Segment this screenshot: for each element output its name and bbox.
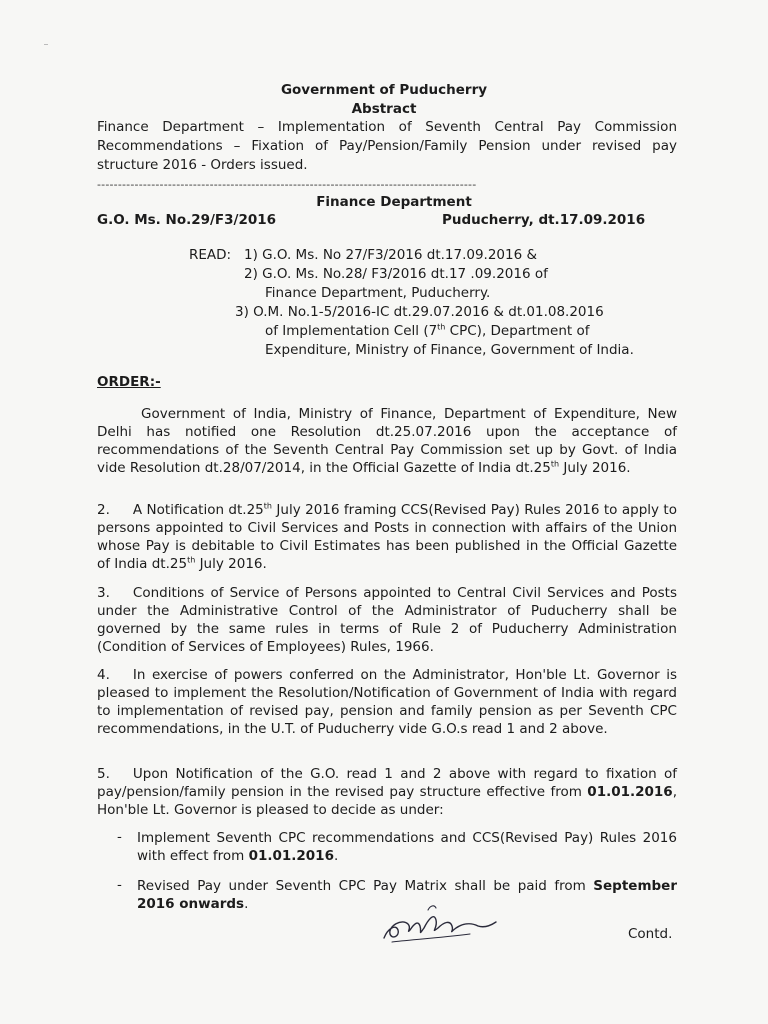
order-heading: ORDER:-	[97, 374, 161, 390]
read-item-3-cont: of Implementation Cell (7th CPC), Department of	[265, 322, 590, 339]
subject-text: Finance Department – Implementation of Seventh Central Pay Commission Recommendations – Fixation of Pay/Pension/Family Pension under revised pay structure 2016 - Orders issued.	[97, 119, 677, 173]
scan-mark	[44, 44, 48, 45]
department-title: Finance Department	[316, 194, 472, 210]
paragraph-3: 3. Conditions of Service of Persons appointed to Central Civil Services and Posts under the Administrative Control of the Administrator of Puducherry shall be governed by the same rules in terms of Rule 2 of Puducherry Administration (Condition of Services of Employees) Rules, 1966.	[97, 585, 677, 655]
read-item-2-cont: Finance Department, Puducherry.	[265, 285, 491, 301]
contd-text: Contd.	[628, 926, 673, 942]
government-title: Government of Puducherry	[280, 82, 488, 98]
read-item-3: 3) O.M. No.1-5/2016-IC dt.29.07.2016 & dt.01.08.2016	[235, 304, 604, 320]
go-number: G.O. Ms. No.29/F3/2016	[97, 212, 277, 228]
paragraph-1: Government of India, Ministry of Finance, Department of Expenditure, New Delhi has notified one Resolution dt.25.07.2016 upon the acceptance of recommendations of the Seventh Central Pay Commission set up by Govt. of India vide Resolution dt.28/07/2014, in the Official Gazette of India dt.25th July 2016.	[97, 406, 677, 476]
read-item-2: 2) G.O. Ms. No.28/ F3/2016 dt.17 .09.2016 of	[244, 266, 548, 282]
bullet-item-2: Revised Pay under Seventh CPC Pay Matrix shall be paid from September 2016 onwards.	[137, 878, 677, 912]
bullet-mark-2: -	[117, 877, 122, 893]
paragraph-5: 5. Upon Notification of the G.O. read 1 and 2 above with regard to fixation of pay/pension/family pension in the revised pay structure effective from 01.01.2016, Hon'ble Lt. Governor is pleased to decide as under:	[97, 766, 677, 818]
paragraph-2: 2. A Notification dt.25th July 2016 framing CCS(Revised Pay) Rules 2016 to apply to persons appointed to Civil Services and Posts in connection with affairs of the Union whose Pay is debitable to Civil Estimates has been published in the Official Gazette of India dt.25th July 2016.	[97, 501, 677, 572]
place-date: Puducherry, dt.17.09.2016	[442, 212, 646, 228]
read-item-3-cont2: Expenditure, Ministry of Finance, Government of India.	[265, 342, 634, 358]
signature-image	[378, 900, 498, 950]
bullet-item-1: Implement Seventh CPC recommendations and CCS(Revised Pay) Rules 2016 with effect from 01.01.2016.	[137, 830, 677, 864]
read-label: READ:	[189, 247, 232, 263]
separator-line: -------------------------------------------------------------------------------------------	[97, 178, 477, 191]
read-item-1: 1) G.O. Ms. No 27/F3/2016 dt.17.09.2016 &	[244, 247, 538, 263]
paragraph-4: 4. In exercise of powers conferred on the Administrator, Hon'ble Lt. Governor is pleased to implement the Resolution/Notification of Government of India with regard to implementation of revised pay, pension and family pension as per Seventh CPC recommendations, in the U.T. of Puducherry vide G.O.s read 1 and 2 above.	[97, 667, 677, 737]
abstract-title: Abstract	[351, 101, 417, 117]
bullet-mark-1: -	[117, 829, 122, 845]
